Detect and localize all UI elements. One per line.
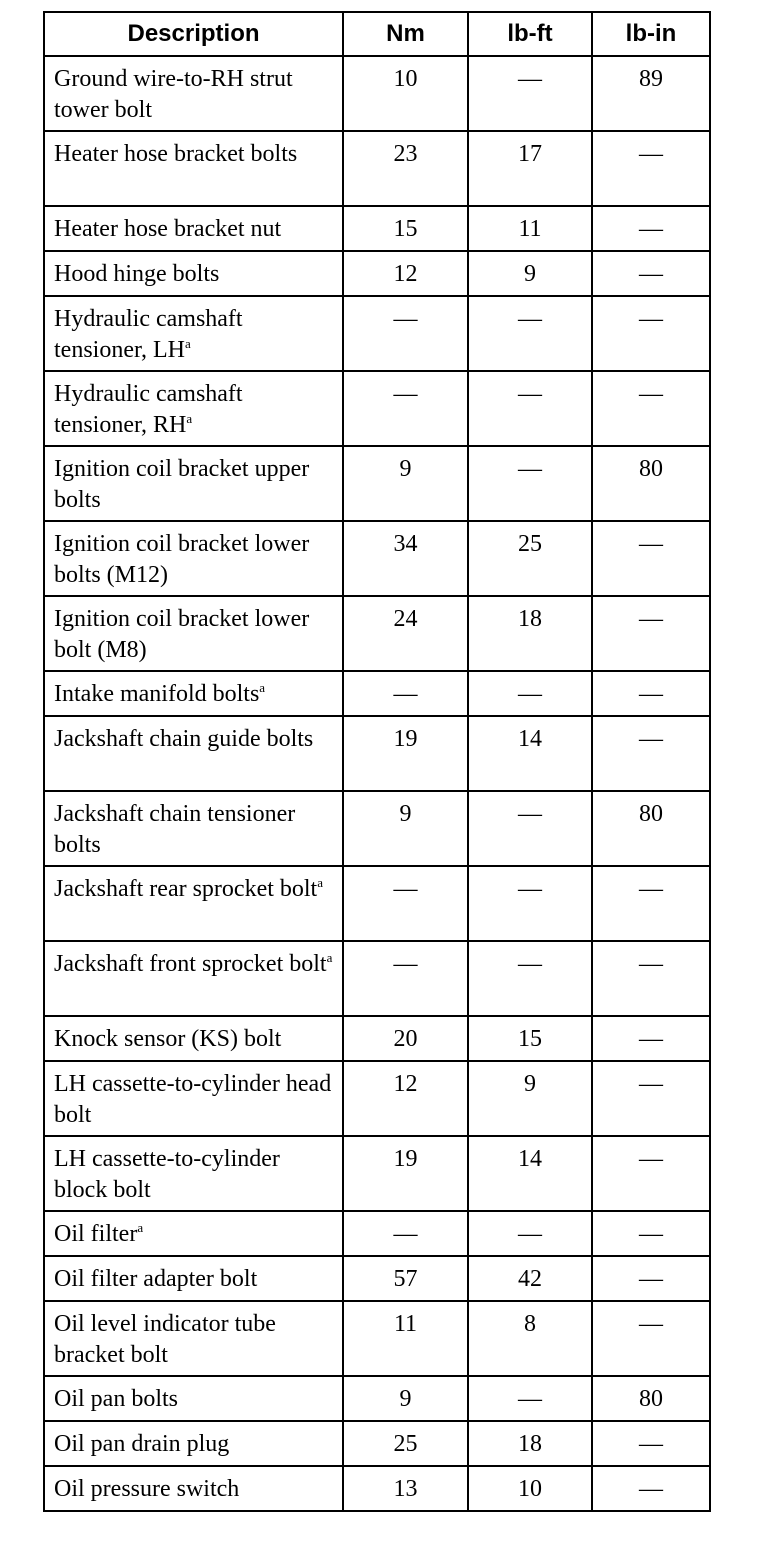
lbft-cell: 10 (468, 1466, 592, 1511)
lbin-cell: — (592, 1256, 710, 1301)
description-cell (44, 1061, 343, 1136)
lbin-cell: — (592, 1061, 710, 1136)
description-cell (44, 371, 343, 446)
description-text: Ground wire-to-RH strut tower bolt (54, 66, 293, 123)
lbft-cell: — (468, 446, 592, 521)
lbin-cell: 80 (592, 791, 710, 866)
nm-cell: 11 (343, 1301, 468, 1376)
table-row (44, 1211, 710, 1256)
table-row (44, 596, 710, 671)
lbft-cell: — (468, 671, 592, 716)
nm-cell: 15 (343, 206, 468, 251)
table-row (44, 1016, 710, 1061)
lbin-cell: — (592, 206, 710, 251)
table-row (44, 1421, 710, 1466)
nm-cell: 9 (343, 791, 468, 866)
table-row (44, 716, 710, 791)
lbft-cell: 25 (468, 521, 592, 596)
description-text: Jackshaft chain tensioner bolts (54, 801, 296, 858)
lbft-cell: 9 (468, 251, 592, 296)
lbft-cell: 11 (468, 206, 592, 251)
table-row (44, 206, 710, 251)
header-lbin: lb-in (592, 12, 710, 56)
lbft-cell: 9 (468, 1061, 592, 1136)
description-cell (44, 296, 343, 371)
lbft-cell: — (468, 1211, 592, 1256)
description-text: Ignition coil bracket upper bolts (54, 456, 310, 513)
lbin-cell: — (592, 1136, 710, 1211)
nm-cell: 12 (343, 251, 468, 296)
description-text: Ignition coil bracket lower bolts (M12) (54, 531, 310, 588)
description-text: Oil pan drain plug (54, 1431, 230, 1457)
description-cell (44, 131, 343, 206)
lbft-cell: — (468, 1376, 592, 1421)
description-cell (44, 596, 343, 671)
table-row (44, 1061, 710, 1136)
lbft-cell: — (468, 296, 592, 371)
description-text: Ignition coil bracket lower bolt (M8) (54, 606, 310, 663)
footnote-mark: a (186, 410, 193, 426)
description-text: Oil filter adapter bolt (54, 1266, 258, 1292)
lbin-cell: — (592, 296, 710, 371)
nm-cell: — (343, 941, 468, 1016)
lbin-cell: — (592, 1466, 710, 1511)
description-cell (44, 446, 343, 521)
description-cell (44, 1211, 343, 1256)
description-cell (44, 866, 343, 941)
table-row (44, 1136, 710, 1211)
lbft-cell: — (468, 371, 592, 446)
description-text: LH cassette-to-cylinder head bolt (54, 1071, 332, 1128)
nm-cell: — (343, 866, 468, 941)
lbft-cell: 18 (468, 596, 592, 671)
lbft-cell: 42 (468, 1256, 592, 1301)
description-text: Oil pan bolts (54, 1386, 178, 1412)
nm-cell: — (343, 1211, 468, 1256)
nm-cell: 23 (343, 131, 468, 206)
lbin-cell: — (592, 941, 710, 1016)
lbin-cell: 89 (592, 56, 710, 131)
description-text: Oil pressure switch (54, 1476, 240, 1502)
table-row (44, 521, 710, 596)
description-cell (44, 1256, 343, 1301)
nm-cell: — (343, 296, 468, 371)
nm-cell: 34 (343, 521, 468, 596)
table-row (44, 941, 710, 1016)
description-text: LH cassette-to-cylinder block bolt (54, 1146, 280, 1203)
lbin-cell: — (592, 866, 710, 941)
nm-cell: 13 (343, 1466, 468, 1511)
table-row (44, 446, 710, 521)
lbin-cell: — (592, 716, 710, 791)
description-text: Hydraulic camshaft tensioner, RH (54, 381, 243, 438)
description-cell (44, 56, 343, 131)
description-cell (44, 671, 343, 716)
header-description: Description (44, 12, 343, 56)
footnote-mark: a (317, 875, 324, 890)
nm-cell: 57 (343, 1256, 468, 1301)
lbin-cell: 80 (592, 446, 710, 521)
table-row (44, 791, 710, 866)
description-text: Knock sensor (KS) bolt (54, 1026, 282, 1052)
header-nm: Nm (343, 12, 468, 56)
lbin-cell: — (592, 131, 710, 206)
description-cell (44, 251, 343, 296)
description-text: Hydraulic camshaft tensioner, LH (54, 306, 243, 363)
description-cell (44, 791, 343, 866)
nm-cell: — (343, 371, 468, 446)
lbin-cell: — (592, 1211, 710, 1256)
lbft-cell: — (468, 941, 592, 1016)
description-cell (44, 521, 343, 596)
header-lbft: lb-ft (468, 12, 592, 56)
description-text: Jackshaft rear sprocket bolt (54, 876, 318, 902)
description-cell (44, 1376, 343, 1421)
lbin-cell: — (592, 671, 710, 716)
lbft-cell: — (468, 56, 592, 131)
lbft-cell: — (468, 866, 592, 941)
description-cell (44, 716, 343, 791)
table-row (44, 296, 710, 371)
footnote-mark: a (185, 335, 191, 351)
lbft-cell: 14 (468, 1136, 592, 1211)
nm-cell: 19 (343, 1136, 468, 1211)
description-text: Oil level indicator tube bracket bolt (54, 1311, 276, 1368)
torque-spec-table (43, 11, 711, 1512)
nm-cell: 25 (343, 1421, 468, 1466)
lbft-cell: 15 (468, 1016, 592, 1061)
table-row (44, 371, 710, 446)
footnote-mark: a (137, 1220, 144, 1235)
lbft-cell: 14 (468, 716, 592, 791)
description-text: Intake manifold bolts (54, 681, 260, 707)
footnote-mark: a (259, 680, 266, 695)
table-row (44, 1256, 710, 1301)
description-text: Hood hinge bolts (54, 261, 220, 287)
lbin-cell: — (592, 371, 710, 446)
lbin-cell: — (592, 1301, 710, 1376)
nm-cell: 24 (343, 596, 468, 671)
description-cell (44, 941, 343, 1016)
description-text: Jackshaft chain guide bolts (54, 726, 314, 752)
description-text: Jackshaft front sprocket bolt (54, 951, 327, 977)
lbin-cell: — (592, 251, 710, 296)
nm-cell: 9 (343, 1376, 468, 1421)
nm-cell: 12 (343, 1061, 468, 1136)
description-cell (44, 1466, 343, 1511)
table-row (44, 1376, 710, 1421)
lbft-cell: 8 (468, 1301, 592, 1376)
table-row (44, 866, 710, 941)
lbft-cell: 17 (468, 131, 592, 206)
lbin-cell: — (592, 1016, 710, 1061)
nm-cell: 20 (343, 1016, 468, 1061)
lbin-cell: — (592, 521, 710, 596)
table-row (44, 251, 710, 296)
header-row (44, 12, 710, 56)
lbft-cell: — (468, 791, 592, 866)
nm-cell: 10 (343, 56, 468, 131)
table-row (44, 1466, 710, 1511)
description-cell (44, 1301, 343, 1376)
lbin-cell: 80 (592, 1376, 710, 1421)
description-text: Heater hose bracket bolts (54, 141, 298, 167)
nm-cell: 19 (343, 716, 468, 791)
nm-cell: — (343, 671, 468, 716)
description-cell (44, 1016, 343, 1061)
description-cell (44, 1136, 343, 1211)
table-row (44, 56, 710, 131)
lbin-cell: — (592, 1421, 710, 1466)
description-cell (44, 206, 343, 251)
lbft-cell: 18 (468, 1421, 592, 1466)
description-text: Heater hose bracket nut (54, 216, 282, 242)
description-text: Oil filter (54, 1221, 138, 1247)
table-row (44, 1301, 710, 1376)
description-cell (44, 1421, 343, 1466)
nm-cell: 9 (343, 446, 468, 521)
table-row (44, 671, 710, 716)
footnote-mark: a (326, 950, 333, 965)
lbin-cell: — (592, 596, 710, 671)
table-row (44, 131, 710, 206)
